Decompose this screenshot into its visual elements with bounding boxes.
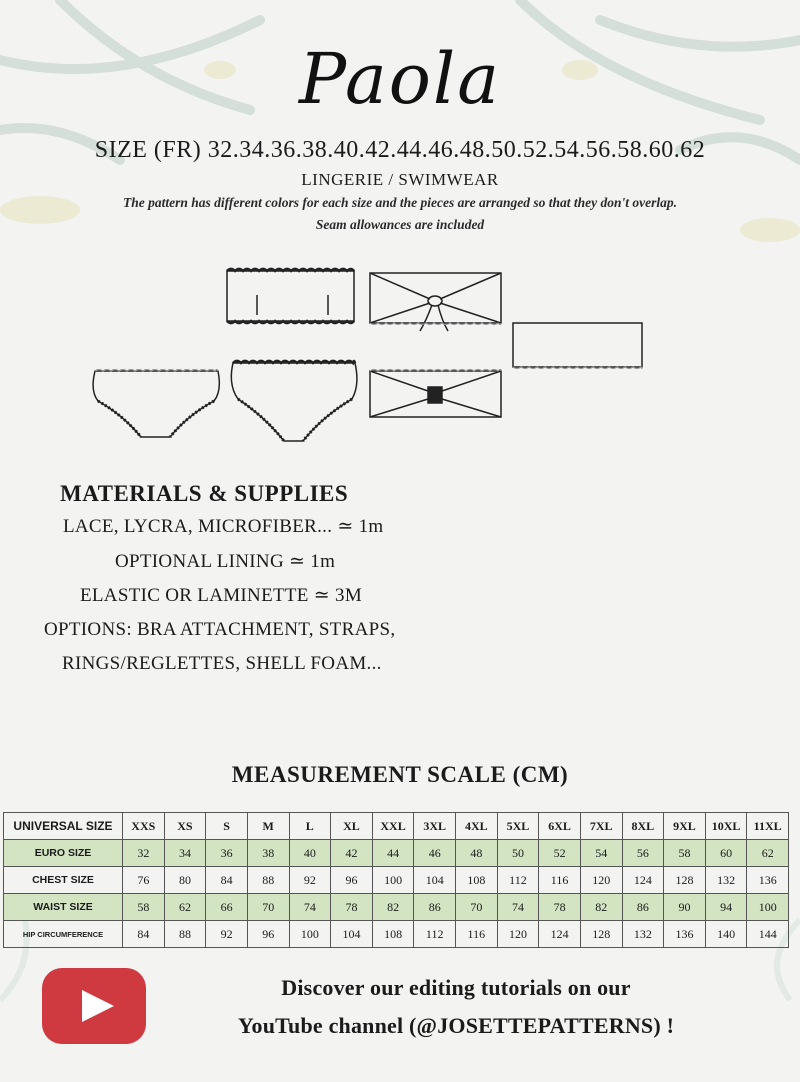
- table-cell: 112: [414, 921, 456, 948]
- table-cell: XS: [164, 813, 206, 840]
- table-cell: 94: [705, 894, 747, 921]
- brief-high-drawing: [231, 363, 357, 441]
- bandeau-knot-drawing: [370, 273, 501, 331]
- table-cell: 78: [539, 894, 581, 921]
- table-cell: 36: [206, 840, 248, 867]
- table-cell: 92: [289, 867, 331, 894]
- table-cell: 84: [123, 921, 165, 948]
- note-colors: The pattern has different colors for each size and the pieces are arranged so that they don't overlap.: [123, 195, 677, 210]
- table-cell: 104: [331, 921, 373, 948]
- table-cell: 96: [331, 867, 373, 894]
- table-cell: 100: [289, 921, 331, 948]
- table-row-euro-size: [4, 840, 789, 867]
- table-cell: XXL: [372, 813, 414, 840]
- table-cell: 100: [372, 867, 414, 894]
- table-cell: 62: [164, 894, 206, 921]
- table-cell: 82: [580, 894, 622, 921]
- table-cell: 82: [372, 894, 414, 921]
- table-cell: 116: [539, 867, 581, 894]
- table-cell: 124: [622, 867, 664, 894]
- bralette-back-drawing: [227, 271, 354, 321]
- table-row-header: UNIVERSAL SIZE: [4, 813, 123, 840]
- materials-line-options: OPTIONS: BRA ATTACHMENT, STRAPS,: [44, 619, 396, 640]
- table-row-chest-size: [4, 867, 789, 894]
- table-cell: 132: [705, 867, 747, 894]
- youtube-icon: [42, 968, 146, 1044]
- table-cell: 11XL: [747, 813, 789, 840]
- table-cell: 52: [539, 840, 581, 867]
- table-cell: 108: [456, 867, 498, 894]
- table-cell: 140: [705, 921, 747, 948]
- table-cell: 6XL: [539, 813, 581, 840]
- bandeau-label-drawing: [370, 371, 501, 417]
- table-cell: 90: [664, 894, 706, 921]
- table-cell: 88: [164, 921, 206, 948]
- table-cell: 100: [747, 894, 789, 921]
- table-cell: 66: [206, 894, 248, 921]
- table-cell: 86: [622, 894, 664, 921]
- table-cell: 54: [580, 840, 622, 867]
- table-cell: 74: [497, 894, 539, 921]
- table-cell: 80: [164, 867, 206, 894]
- table-cell: 86: [414, 894, 456, 921]
- table-cell: 92: [206, 921, 248, 948]
- table-cell: 96: [247, 921, 289, 948]
- table-cell: 56: [622, 840, 664, 867]
- table-cell: 120: [580, 867, 622, 894]
- table-row-header: WAIST SIZE: [4, 894, 123, 921]
- table-cell: 38: [247, 840, 289, 867]
- table-cell: 74: [289, 894, 331, 921]
- table-cell: 112: [497, 867, 539, 894]
- garment-technical-drawings: [0, 255, 800, 455]
- table-row-waist-size: [4, 894, 789, 921]
- table-row-header: HIP CIRCUMFERENCE: [4, 921, 123, 948]
- table-cell: 120: [497, 921, 539, 948]
- table-cell: 5XL: [497, 813, 539, 840]
- brief-low-drawing: [93, 371, 219, 437]
- materials-line-elastic: ELASTIC OR LAMINETTE ≃ 3M: [80, 585, 363, 606]
- note-seam-allowance: Seam allowances are included: [315, 217, 485, 232]
- table-cell: 42: [331, 840, 373, 867]
- table-cell: 7XL: [580, 813, 622, 840]
- table-row-universal-size: [4, 813, 789, 840]
- materials-line-options-cont: RINGS/REGLETTES, SHELL FOAM...: [62, 653, 382, 674]
- table-cell: 58: [664, 840, 706, 867]
- table-row-header: EURO SIZE: [4, 840, 123, 867]
- table-cell: 58: [123, 894, 165, 921]
- table-cell: 144: [747, 921, 789, 948]
- materials-title: MATERIALS & SUPPLIES: [60, 481, 349, 506]
- table-cell: 84: [206, 867, 248, 894]
- footer-line-channel: YouTube channel (@JOSETTEPATTERNS) !: [237, 1013, 675, 1038]
- table-cell: 40: [289, 840, 331, 867]
- table-cell: 46: [414, 840, 456, 867]
- pattern-title: Paola: [299, 38, 501, 120]
- table-row-hip-circumference: [4, 921, 789, 948]
- table-cell: 9XL: [664, 813, 706, 840]
- table-cell: 32: [123, 840, 165, 867]
- table-cell: 132: [622, 921, 664, 948]
- table-row-header: CHEST SIZE: [4, 867, 123, 894]
- materials-line-fabric: LACE, LYCRA, MICROFIBER... ≃ 1m: [63, 516, 384, 537]
- table-cell: 70: [247, 894, 289, 921]
- table-cell: XXS: [123, 813, 165, 840]
- table-cell: 44: [372, 840, 414, 867]
- table-cell: L: [289, 813, 331, 840]
- materials-line-lining: OPTIONAL LINING ≃ 1m: [115, 551, 336, 572]
- table-cell: 88: [247, 867, 289, 894]
- table-cell: 76: [123, 867, 165, 894]
- band-plain-drawing: [513, 323, 642, 367]
- table-cell: 48: [456, 840, 498, 867]
- table-cell: 104: [414, 867, 456, 894]
- table-cell: 128: [664, 867, 706, 894]
- table-cell: M: [247, 813, 289, 840]
- category-label: LINGERIE / SWIMWEAR: [301, 170, 499, 189]
- table-cell: 128: [580, 921, 622, 948]
- table-cell: XL: [331, 813, 373, 840]
- table-cell: 34: [164, 840, 206, 867]
- table-cell: 70: [456, 894, 498, 921]
- table-cell: 50: [497, 840, 539, 867]
- measurement-table: [3, 812, 789, 948]
- table-cell: S: [206, 813, 248, 840]
- table-cell: 8XL: [622, 813, 664, 840]
- table-cell: 136: [747, 867, 789, 894]
- table-cell: 136: [664, 921, 706, 948]
- table-cell: 124: [539, 921, 581, 948]
- table-cell: 4XL: [456, 813, 498, 840]
- table-cell: 62: [747, 840, 789, 867]
- measurement-scale-title: MEASUREMENT SCALE (CM): [231, 762, 569, 787]
- footer-line-tutorials: Discover our editing tutorials on our: [281, 975, 631, 1000]
- size-range: SIZE (FR) 32.34.36.38.40.42.44.46.48.50.52.54.56.58.60.62: [94, 137, 706, 163]
- table-cell: 3XL: [414, 813, 456, 840]
- table-cell: 108: [372, 921, 414, 948]
- table-cell: 10XL: [705, 813, 747, 840]
- table-cell: 116: [456, 921, 498, 948]
- table-cell: 78: [331, 894, 373, 921]
- table-cell: 60: [705, 840, 747, 867]
